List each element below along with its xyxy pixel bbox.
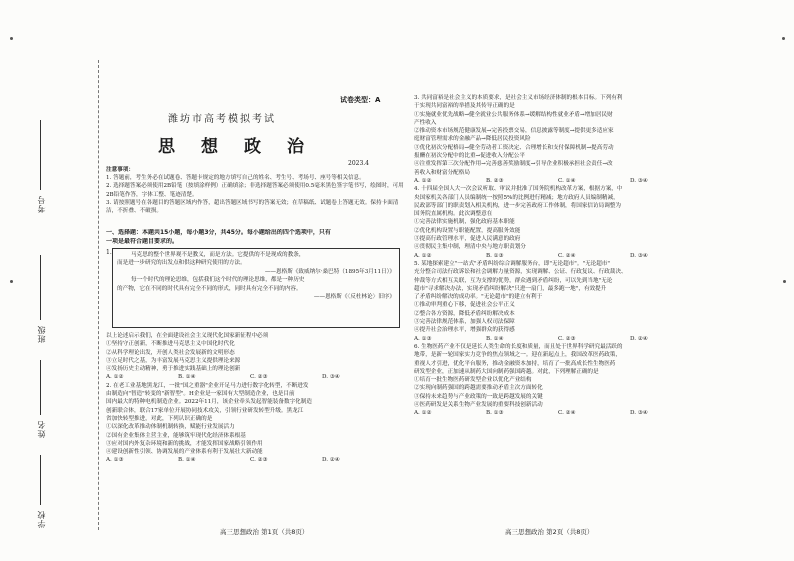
q4-options xyxy=(414,252,714,260)
page-footer-right: 高三思想政治 第2页（共8页） xyxy=(505,528,594,536)
q5-option-d[interactable]: D. ②④ xyxy=(630,335,648,342)
exam-no-label: 考号 xyxy=(37,195,46,213)
q4-line: 民政部等部门的职责划入相关机构，进一步完善政府工作体制，将国家信访局调整为 xyxy=(414,202,621,209)
q3-choice: 产性收入 xyxy=(414,119,437,126)
q3-options xyxy=(414,177,714,185)
q2-option-c[interactable]: C. ②③ xyxy=(250,457,268,464)
q6-choice: ①培育一批生物医药研发型企业以优化产业结构 xyxy=(414,377,532,384)
section-heading-line-2: 一项是最符合题目要求的。 xyxy=(106,237,179,245)
q1-quote-source: ——恩格斯《〈反杜林论〉旧序》 xyxy=(313,294,395,301)
q3-choice: ④注重发挥第三次分配作用→完善慈善奖励制度→引导企业积极承担社会责任→改 xyxy=(414,161,613,168)
q5-options xyxy=(414,335,714,343)
q6-option-b[interactable]: B. ①③ xyxy=(486,410,504,417)
school-line xyxy=(40,455,41,505)
exam-date: 2023.4 xyxy=(348,160,369,167)
q2-choice: ③应对国内外复杂环境和新的挑战，才能发挥国家战略引领作用 xyxy=(106,440,263,447)
q1-quote-line: 马克思的整个世界观不是教义，而是方法。它提供的不是现成的教条， xyxy=(131,252,305,258)
q2-line: 创新联合体，联合17家单位开展协同技术攻关，引领行业研发转型升级。黑龙江 xyxy=(106,407,304,414)
q6-choice: ③保持未来趋势与产业政策的一致是跨越发展的关键 xyxy=(414,393,543,400)
school-label: 学校 xyxy=(37,510,46,528)
q4-option-a[interactable]: A. ①② xyxy=(414,252,432,259)
q4-line: 央国家机关各部门人员编制统一按照5%的比例进行精减；地方政府人员编制精减， xyxy=(414,194,619,201)
q5-line: 超市"寻求解决办法，实现矛盾纠纷解决"只进一扇门，最多跑一地"，有效提升 xyxy=(414,285,607,292)
q3-option-a[interactable]: A. ①② xyxy=(414,177,432,184)
q1-quote-box xyxy=(112,248,400,328)
q3-line: 于实现共同富裕的举措及其传导正确的是 xyxy=(414,103,515,110)
q4-choice: ②优化机构设置与职能配置，提高服务效能 xyxy=(414,227,521,234)
q6-choice: ②实现向制药强国的跨越需要推动矛盾主次方面转化 xyxy=(414,385,543,392)
binding-cut-line xyxy=(98,60,99,530)
name-line xyxy=(40,360,41,415)
instructions xyxy=(106,166,404,215)
q5-line: 仲裁等方式相互关联，互为支撑的优势，群众遇到矛盾纠纷，可以先到当地"无论 xyxy=(414,277,613,284)
q6-options xyxy=(414,409,714,417)
q2-choice: ②国有企业集体主营主业，能够筑牢现代化经济体系根基 xyxy=(106,432,246,439)
q6-line: 研发型企业，正加速从制药大国向制药强国跨越。对此，下列理解正确的是 xyxy=(414,368,599,375)
q6-line: 地带，是新一轮国家实力竞争的焦点领域之一。迎在新起点上，我国改革医药政策， xyxy=(414,352,621,359)
q6-option-c[interactable]: C. ②④ xyxy=(558,410,576,417)
q2-choice: ①以深化改革推动体制机制转换，赋能行业发展活力 xyxy=(106,424,235,431)
q5-option-b[interactable]: B. ①④ xyxy=(486,335,504,342)
q4-option-b[interactable]: B. ①③ xyxy=(486,252,504,259)
q5-line: 了矛盾纠纷解决的成功率。"无论超市"的建立有利于 xyxy=(414,294,543,301)
class-label: 班级 xyxy=(37,325,46,343)
instruction-2: 2. 选择题答案必须使用2B铅笔（按填涂样例）正确填涂；非选择题答案必须使用0.5毫米黑色签字笔书写，绘图时，可用2B铅笔作答，字体工整、笔迹清楚。 xyxy=(106,183,404,198)
q5-line: 充分整合司法行政诉讼和社会调解力量资源，实现调解、公证、行政复议、行政裁决、 xyxy=(414,269,627,276)
q4-option-d[interactable]: D. ③④ xyxy=(630,252,648,259)
page-footer-left: 高三思想政治 第1页（共8页） xyxy=(220,528,309,536)
q4-choice: ③提高行政管理水平，促进人民满意的政府 xyxy=(414,236,521,243)
q4-option-c[interactable]: C. ②④ xyxy=(558,252,576,259)
q3-option-c[interactable]: C. ①④ xyxy=(558,177,576,184)
q6-line: 6. 生物医药产业不仅是延长人类生命的长度和质量，而且处于世界科学研究最活跃的 xyxy=(414,343,623,350)
instruction-3: 3. 请按照题号在各题目的答题区域内作答，超出答题区域书写的答案无效；在草稿纸、试题卷上答题无效。保持卡面清洁，不折叠、不破损。 xyxy=(106,199,399,215)
q5-line: 5. 某地探索建立"一站式"矛盾纠纷综合调解服务台，即"无论超市"。"无论超市" xyxy=(414,260,610,267)
q1-quote-line: 而是进一步研究的出发点和供这种研究使用的方法。 xyxy=(117,260,246,267)
corner-mark-top-right xyxy=(782,37,785,40)
q1-choice: ①坚持守正创新，不断推进马克思主义中国化时代化 xyxy=(106,341,235,348)
left-column-questions xyxy=(106,332,404,465)
corner-mark-mid-right xyxy=(783,280,786,283)
class-line xyxy=(40,255,41,320)
q3-choice: 报酬在初次分配中的比重→促进收入分配公平 xyxy=(414,153,525,160)
q2-line: 省加快转型推进，对此，下列认识正确的是 xyxy=(106,415,213,422)
q2-choice: ④建设创新性引领、协调发展的产业体系有利于发展壮大新动能 xyxy=(106,449,263,456)
section-heading-line-1: 一、选择题：本题共15小题，每小题3分，共45分。每小题给出的四个选项中，只有 xyxy=(106,229,331,236)
q2-line: 2. 在老工业基地黑龙江，一批"国之重器"企业开足马力进行数字化转型，不断进发 xyxy=(106,382,309,389)
q2-line: 由制造向"智造"转变的"新智型"。H企业是一家国有大型制造企业，也是目前 xyxy=(106,391,295,398)
q1-choice: ③立足时代之基，为丰富发展马克思主义提供理论来源 xyxy=(106,357,241,364)
q3-option-d[interactable]: D. ③④ xyxy=(630,177,648,184)
q1-choice: ④发扬历史主动精神，勇于推进实践基础上的理论创新 xyxy=(106,366,241,373)
q1-stem: 以上论述启示我们，在全面建设社会主义现代化国家新征程中必须 xyxy=(106,333,269,339)
q3-choice: 善收入和财富分配格局 xyxy=(414,169,470,176)
q5-option-a[interactable]: A. ①③ xyxy=(414,335,432,342)
q3-choice: ③优化初次分配格局→健全劳动者工资决定、合理增长和支付保障机制→提高劳动 xyxy=(414,144,614,151)
q5-choice: ①推动审判重心下移，促进社会公平正义 xyxy=(414,302,515,309)
q5-choice: ③完善法律规范体系，加强人权司法保障 xyxy=(414,319,515,326)
right-column-questions xyxy=(414,94,714,418)
q2-line: 国内最大的特种电机制造企业。2022年11月，该企业牵头发起智能装备数字化制造 xyxy=(106,399,312,406)
q4-line: 国务院直属机构。此次调整意在 xyxy=(414,211,493,218)
q1-number: 1. xyxy=(106,249,112,256)
q5-choice: ②整合各方资源，降低矛盾纠纷解决成本 xyxy=(414,310,515,317)
q6-option-a[interactable]: A. ①② xyxy=(414,410,432,417)
instruction-1: 1. 答题前，考生务必在试题卷、答题卡规定的地方填写自己的姓名、考生号、考场号、座号等相关信息。 xyxy=(106,175,365,182)
q6-line: 重视人才引进，优化平台服务，推动金融资本加持，培育了一批高成长性生物医药 xyxy=(414,360,616,367)
q1-quote-line: 每一个时代的理论思维，包括我们这个时代的理论思维，都是一种历史 xyxy=(131,277,305,284)
q1-option-b[interactable]: B. ①④ xyxy=(178,374,196,381)
q3-choice: ②推动资本市场规范健康发展→完善投票交易，信息披露等制度→提供更多适应家 xyxy=(414,128,614,135)
q1-option-a[interactable]: A. ①② xyxy=(106,374,124,381)
q6-choice: ④医药研发是关系生物产业发展的重要科技创新活动 xyxy=(414,401,543,408)
q1-quote-source: ——恩格斯《致威纳尔·桑巴特（1895年3月11日）》 xyxy=(264,268,395,275)
section-heading xyxy=(106,229,404,246)
q1-option-c[interactable]: C. ②③ xyxy=(250,374,268,381)
q5-choice: ④提升社会治理水平，增强群众的获得感 xyxy=(414,327,515,334)
q6-option-d[interactable]: D. ③④ xyxy=(630,410,648,417)
q3-choice: 庭财富管理需求的金融产品→降低居民投资风险 xyxy=(414,136,531,143)
q4-choice: ④贯彻民主集中制，理清中央与地方职责划分 xyxy=(414,244,526,251)
exam-title: 潍坊市高考模拟考试 xyxy=(168,114,276,125)
q2-option-d[interactable]: D. ②④ xyxy=(322,457,340,464)
instructions-heading: 注意事项： xyxy=(106,167,134,173)
q2-option-a[interactable]: A. ①③ xyxy=(106,457,124,464)
q3-choice: ①实施就业优先战略→健全就业公共服务体系→缓解结构性就业矛盾→增加居民财 xyxy=(414,111,613,118)
exam-no-line xyxy=(40,120,41,190)
q2-options xyxy=(106,456,404,464)
q1-choice: ②从科学理论出发，开创人类社会发展新的文明形态 xyxy=(106,349,235,356)
subject-title: 思想政治 xyxy=(158,137,330,157)
q1-quote-line: 的产物，它在不同的时代具有完全不同的形式，同时具有完全不同的内容。 xyxy=(117,285,302,292)
q5-option-c[interactable]: C. ②③ xyxy=(558,335,576,342)
q4-choice: ①完善法律实施机制，强化政府基本职能 xyxy=(414,219,515,226)
binding-margin xyxy=(0,0,100,561)
paper-type: 试卷类型：A xyxy=(340,96,381,104)
q1-options xyxy=(106,373,404,381)
q3-option-b[interactable]: B. ②③ xyxy=(486,177,504,184)
q4-line: 4. 十四届全国人大一次会议听取、审议并批准了国务院机构改革方案，根据方案，中 xyxy=(414,186,623,193)
q3-line: 3. 共同富裕是社会主义的本质要求，是社会主义市场经济体制的根本目标。下列有利 xyxy=(414,95,623,101)
q2-option-b[interactable]: B. ①④ xyxy=(178,457,196,464)
name-label: 姓名 xyxy=(37,420,46,438)
q1-option-d[interactable]: D. ③④ xyxy=(322,374,340,381)
